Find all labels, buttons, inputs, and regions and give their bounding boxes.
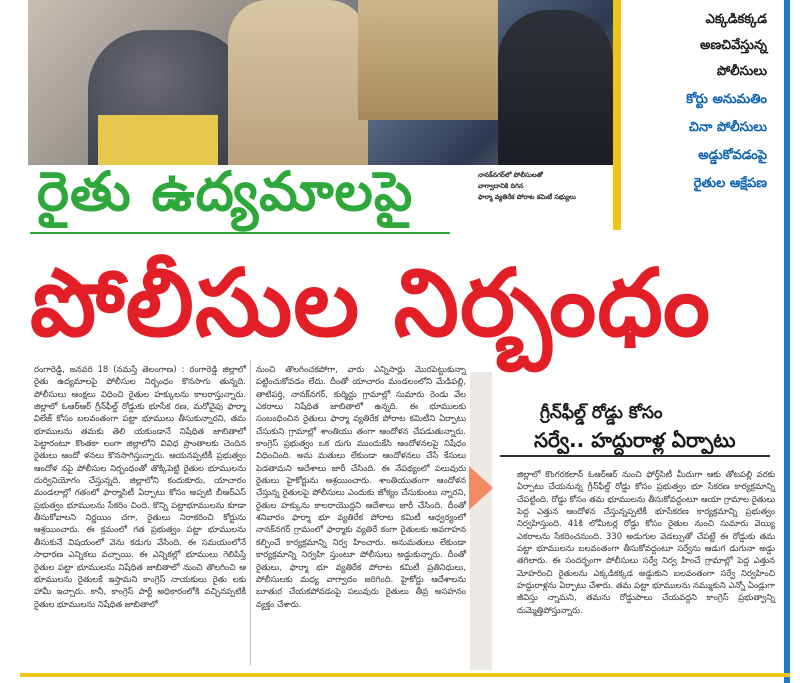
subheadline-line-1: గ్రీన్‌ఫీల్డ్‌ రోడ్డు కోసం <box>540 403 663 423</box>
subheadline-line-2: సర్వే.. హద్దురాళ్ల ఏర్పాటు <box>534 428 736 452</box>
sidebar-accent-bar <box>613 0 621 230</box>
sidebar-line: అడ్డుకోవడంపై <box>698 148 767 163</box>
bottom-border-rule <box>20 673 790 677</box>
arrow-icon <box>469 466 493 510</box>
headline-underline <box>30 232 450 234</box>
column-divider <box>250 360 251 665</box>
photo-figure <box>498 10 613 165</box>
sidebar-line: అణచివేస్తున్న <box>700 38 767 53</box>
column-divider-shaded <box>470 372 492 670</box>
sidebar-line: రైతుల ఆక్షేపణ <box>693 176 767 191</box>
sidebar-line: చినా పోలీసులు <box>688 120 767 135</box>
article-column-1: రంగారెడ్డి, జనవరి 18 (నమస్తే తెలంగాణ) : రంగారెడ్డి జిల్లాలో రైతు ఉద్యమాలపై పోలీసుల నిర్బంధం కొనసాగు తున్నది. పోలీసులు ఆంక్షలు విధించి రైతుల హక్కులను కాలరాస్తున్నారు. జిల్లాలో ఓఆర్‌ఆర్‌ గ్రీన్‌ఫీల్డ్‌ రోడ్డుకు భూసేక రణ, మరోవైపు ఫార్మా విలేజ్‌ కోసం బలవంతంగా పట్టా భూములు తీసుకున్నారని, తమ భూములను తమకు తెలి యకుండానే నిషేధిత జాబితాలో పెట్టారంటూ కొంతకా లంగా జిల్లాలోని వివిధ ప్రాంతాలకు చెందిన రైతులు ఆందో ళనలు కొనసాగిస్తున్నారు. ఆయనప్పటికీ ప్రభుత్వం ఆందోళ నపై పోలీసుల నిర్బంధంతో తొక్కిపెట్టి రైతుల భూములను దుర్వినియోగం చేస్తున్నది. జిల్లాలోని కందుకూరు, యాచారం మండలాల్లో గతంలో ఫార్మాసిటీ ఏర్పాటు కోసం అప్పటి బీఆర్‌ఎస్‌ ప్రభుత్వం భూములను సేకరిం చింది. కొన్ని పట్టాభూములను కూడా తీసుకోవాలని నిర్ణయిం చగా, రైతులు నిరాకరించి కోర్టును ఆశ్రయించారు. ఈ క్రమంలో గత ప్రభుత్వం పట్టా భూములను తీసుకునే విషయంలో వెను కడుగు వేసింది. ఈ సమయంలోనే సాధారణ ఎన్నికలు వచ్చాయి. ఈ ఎన్నికల్లో భూములు గెలిపిస్తే రైతుల పట్టా భూములను నిషేధిత జాబితాలో నుంచి తొలగించి ఆ భూములను రైతులకే ఇస్తామని కాంగ్రెస్‌ నాయకులు రైతు లకు హామీ ఇచ్చారు. కానీ, కాంగ్రెస్‌ పార్టీ అధికారంలోకి వచ్చినప్పటికీ రైతుల భూములను నిషేధిత జాబితాలో <box>34 364 246 609</box>
sidebar-line: పోలీసులు <box>716 64 767 79</box>
caption-line: ఫార్మా వ్యతిరేక పోరాట కమిటీ సభ్యులు <box>478 193 576 201</box>
photo-figure <box>358 0 498 120</box>
photo-caption <box>478 170 603 203</box>
right-border-rule <box>784 0 790 683</box>
caption-line: నానక్‌నగర్‌లో పోలీసులతో <box>478 171 543 179</box>
photo-figure <box>228 0 368 165</box>
article-column-3: జిల్లాలో కొంగరకలాన్‌ ఓఆర్‌ఆర్‌ నుంచి ఫోర్త్‌సిటీ మీదుగా ఆకు తోటపల్లి వరకు ఏర్పాటు చేయనున్న గ్రీన్‌ఫీల్డ్‌ రోడ్డు కోసం ప్రభుత్వం భూ సేకరణ కార్యక్రమాన్ని చేపట్టింది. రోడ్డు కోసం తమ భూములను తీసుకోవద్దంటూ ఆయా గ్రామాల రైతులు పెద్ద ఎత్తున ఆందోళన చేస్తున్నప్పటికీ భూసేకరణ కార్యక్రమాన్ని ప్రభుత్వం నిర్వహిస్తుంది. 41కి లోమీటర్ల రోడ్డు కోసం రైతుల నుంచి సుమారు వెయ్యి ఎకరాలను సేకరించనుంది. 330 అడుగుల వెడల్పుతో చేపట్టే ఈ రోడ్డుకు తమ పట్టా భూములను బలవంతంగా తీసుకోవద్దంటూ సర్వేను ఆడుగ డుగునా అడ్డు తగిలారు. ఈ సందర్భంగా పోలీసులు సర్వే నిర్వ హించే గ్రామాల్లో పెద్ద ఎత్తున మోహరించి రైతులను ఎక్కడికక్కడ అడ్డుకుని బలవంతంగా సర్వే నిర్వహించి హద్దురాళ్లను ఏర్పాటు చేశారు. తమ పట్టా భూములను నమ్ముకుని ఎన్నో ఏండ్లుగా జీవిస్తు న్నామని, తమను రోడ్డుపాలు చేయవద్దని కాంగ్రెస్‌ ప్రభుత్వాన్ని దుమ్మెత్తిపోస్తున్నారు. <box>517 469 775 615</box>
headline-line-1: రైతు ఉద్యమాలపై <box>37 160 414 223</box>
headline-line-2: పోలీసుల నిర్బంధం <box>30 249 712 357</box>
sidebar-line: కోర్టు అనుమతిం <box>686 92 767 107</box>
sidebar-box <box>613 0 785 230</box>
sidebar-line: ఎక్కడికక్కడ <box>705 12 767 27</box>
caption-line: వాగ్వాదానికి దిగిన <box>478 182 524 190</box>
article-column-2: నుంచి తొలగించకపోగా, వారు ఎన్నిసార్లు మొరపెట్టుకున్నా పట్టించుకోవడం లేదు. దీంతో యాచారం మండలంలోని మేడిపల్లి, తాటిపర్తి, నానక్‌నగర్‌, కుర్మిద్దు గ్రామాల్లో సుమారు రెండు వేల ఎకరాలు నిషేధిత జాబితాలో ఉన్నది. ఈ భూములకు సంబంధించిన రైతులు ఫార్మా వ్యతిరేక పోరాట కమిటీని ఏర్పాటు చేసుకుని గ్రామాల్లో శాంతియు తంగా ఆందోళన చేపడుతున్నారు. కాంగ్రెస్‌ ప్రభుత్వం ఒక దుగు ముందుకేసి ఆందోళనలపై నిషేధం విధించింది. అను మతులు లేకుండా ఆందోళనలు చేసే కేసులు పెడతామని ఆదేశాలు జారీ చేసింది. ఈ నేపథ్యంలో పలువురు రైతులు హైకోర్టును ఆశ్రయించారు. శాంతియుతంగా ఆందోళన చేస్తున్న రైతులపై పోలీసులు ఎందుకు జోక్యం చేసుకుంటు న్నారని, రైతుల హక్కును కాలరాయొద్దని ఆదేశాలు జారీ చేసింది. దీంతో శనివారం ఫార్మా భూ వ్యతిరేక పోరాట కమిటీ ఆధ్వర్యంలో నానక్‌నగర్‌ గ్రామంలో ఫార్మాకు వ్యతిరే కంగా రైతులకు అవగాహన కల్పించే కార్యక్రమాన్ని నిర్వ హించారు. అనుమతులు లేకుండా కార్యక్రమాన్ని నిర్వహి స్తుంటూ పోలీసులు అడ్డుకున్నారు. దీంతో రైతులు, ఫార్మా భూ వ్యతిరేక పోరాట కమిటీ ప్రతినిధులు, పోలీసులకు మధ్య వాగ్వాదం జరిగింది. హైకోర్టు ఆదేశాలను బూతుర చేయకపోవడంపై పలువురు రైతులు తీవ్ర అసహనం వ్యక్తం చేశారు. <box>256 364 466 609</box>
subheadline-underline <box>500 455 770 457</box>
photo-figure <box>98 115 218 165</box>
news-photo <box>28 0 613 165</box>
